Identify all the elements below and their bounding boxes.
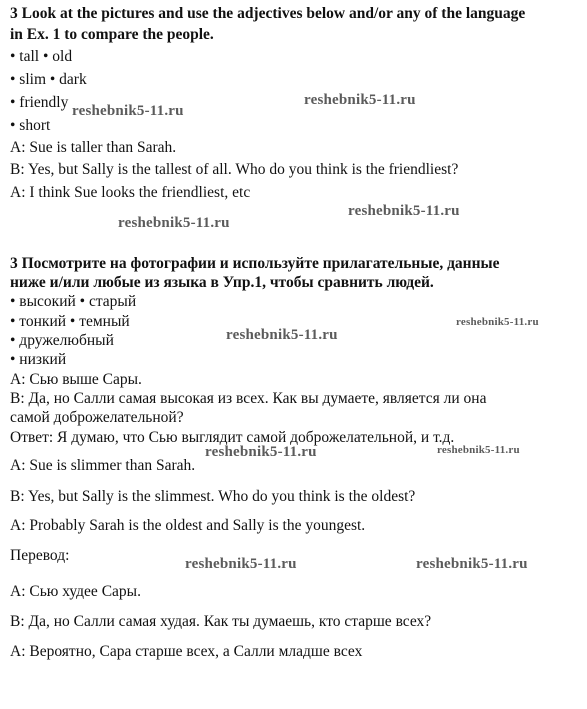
watermark: reshebnik5-11.ru: [72, 103, 184, 119]
watermark: reshebnik5-11.ru: [205, 444, 317, 460]
ru-heading-line-1: 3 Посмотрите на фотографии и используйте прилагательные, данные: [10, 255, 500, 272]
ru-adjective-item: • тонкий • темный: [10, 313, 130, 330]
ru-heading-line-2: ниже и/или любые из языка в Упр.1, чтобы сравнить людей.: [10, 274, 434, 291]
watermark: reshebnik5-11.ru: [437, 444, 520, 456]
en-adjective-item: • slim • dark: [10, 71, 87, 88]
watermark: reshebnik5-11.ru: [304, 92, 416, 108]
ru-dialog-line: А: Сью выше Сары.: [10, 371, 142, 388]
ru-dialog-line: самой доброжелательной?: [10, 409, 184, 426]
en-dialog-line: B: Yes, but Sally is the tallest of all. Who do you think is the friendliest?: [10, 161, 459, 178]
extra-dialog-line: A: Probably Sarah is the oldest and Sally is the youngest.: [10, 517, 366, 534]
watermark: reshebnik5-11.ru: [416, 556, 528, 572]
watermark: reshebnik5-11.ru: [185, 556, 297, 572]
translation-line: А: Сью худее Сары.: [10, 583, 141, 600]
en-heading-line-1: 3 Look at the pictures and use the adjectives below and/or any of the language: [10, 5, 526, 22]
ru-dialog-line: В: Да, но Салли самая высокая из всех. Как вы думаете, является ли она: [10, 390, 487, 407]
en-adjective-item: • tall • old: [10, 48, 73, 65]
en-dialog-line: A: Sue is taller than Sarah.: [10, 139, 177, 156]
en-heading-line-2: in Ex. 1 to compare the people.: [10, 26, 214, 43]
extra-dialog-line: A: Sue is slimmer than Sarah.: [10, 457, 196, 474]
translation-line: В: Да, но Салли самая худая. Как ты думаешь, кто старше всех?: [10, 613, 432, 630]
ru-adjective-item: • низкий: [10, 351, 67, 368]
ru-adjective-item: • дружелюбный: [10, 332, 114, 349]
watermark: reshebnik5-11.ru: [226, 327, 338, 343]
extra-dialog-line: B: Yes, but Sally is the slimmest. Who do you think is the oldest?: [10, 488, 416, 505]
translation-line: А: Вероятно, Сара старше всех, а Салли младше всех: [10, 643, 363, 660]
ru-adjective-item: • высокий • старый: [10, 293, 137, 310]
ru-dialog-line: Ответ: Я думаю, что Сью выглядит самой доброжелательной, и т.д.: [10, 429, 455, 446]
watermark: reshebnik5-11.ru: [118, 215, 230, 231]
translation-label: Перевод:: [10, 547, 70, 564]
en-adjective-item: • friendly: [10, 94, 69, 111]
en-dialog-line: A: I think Sue looks the friendliest, etc: [10, 184, 251, 201]
en-adjective-item: • short: [10, 117, 51, 134]
watermark: reshebnik5-11.ru: [348, 203, 460, 219]
watermark: reshebnik5-11.ru: [456, 316, 539, 328]
